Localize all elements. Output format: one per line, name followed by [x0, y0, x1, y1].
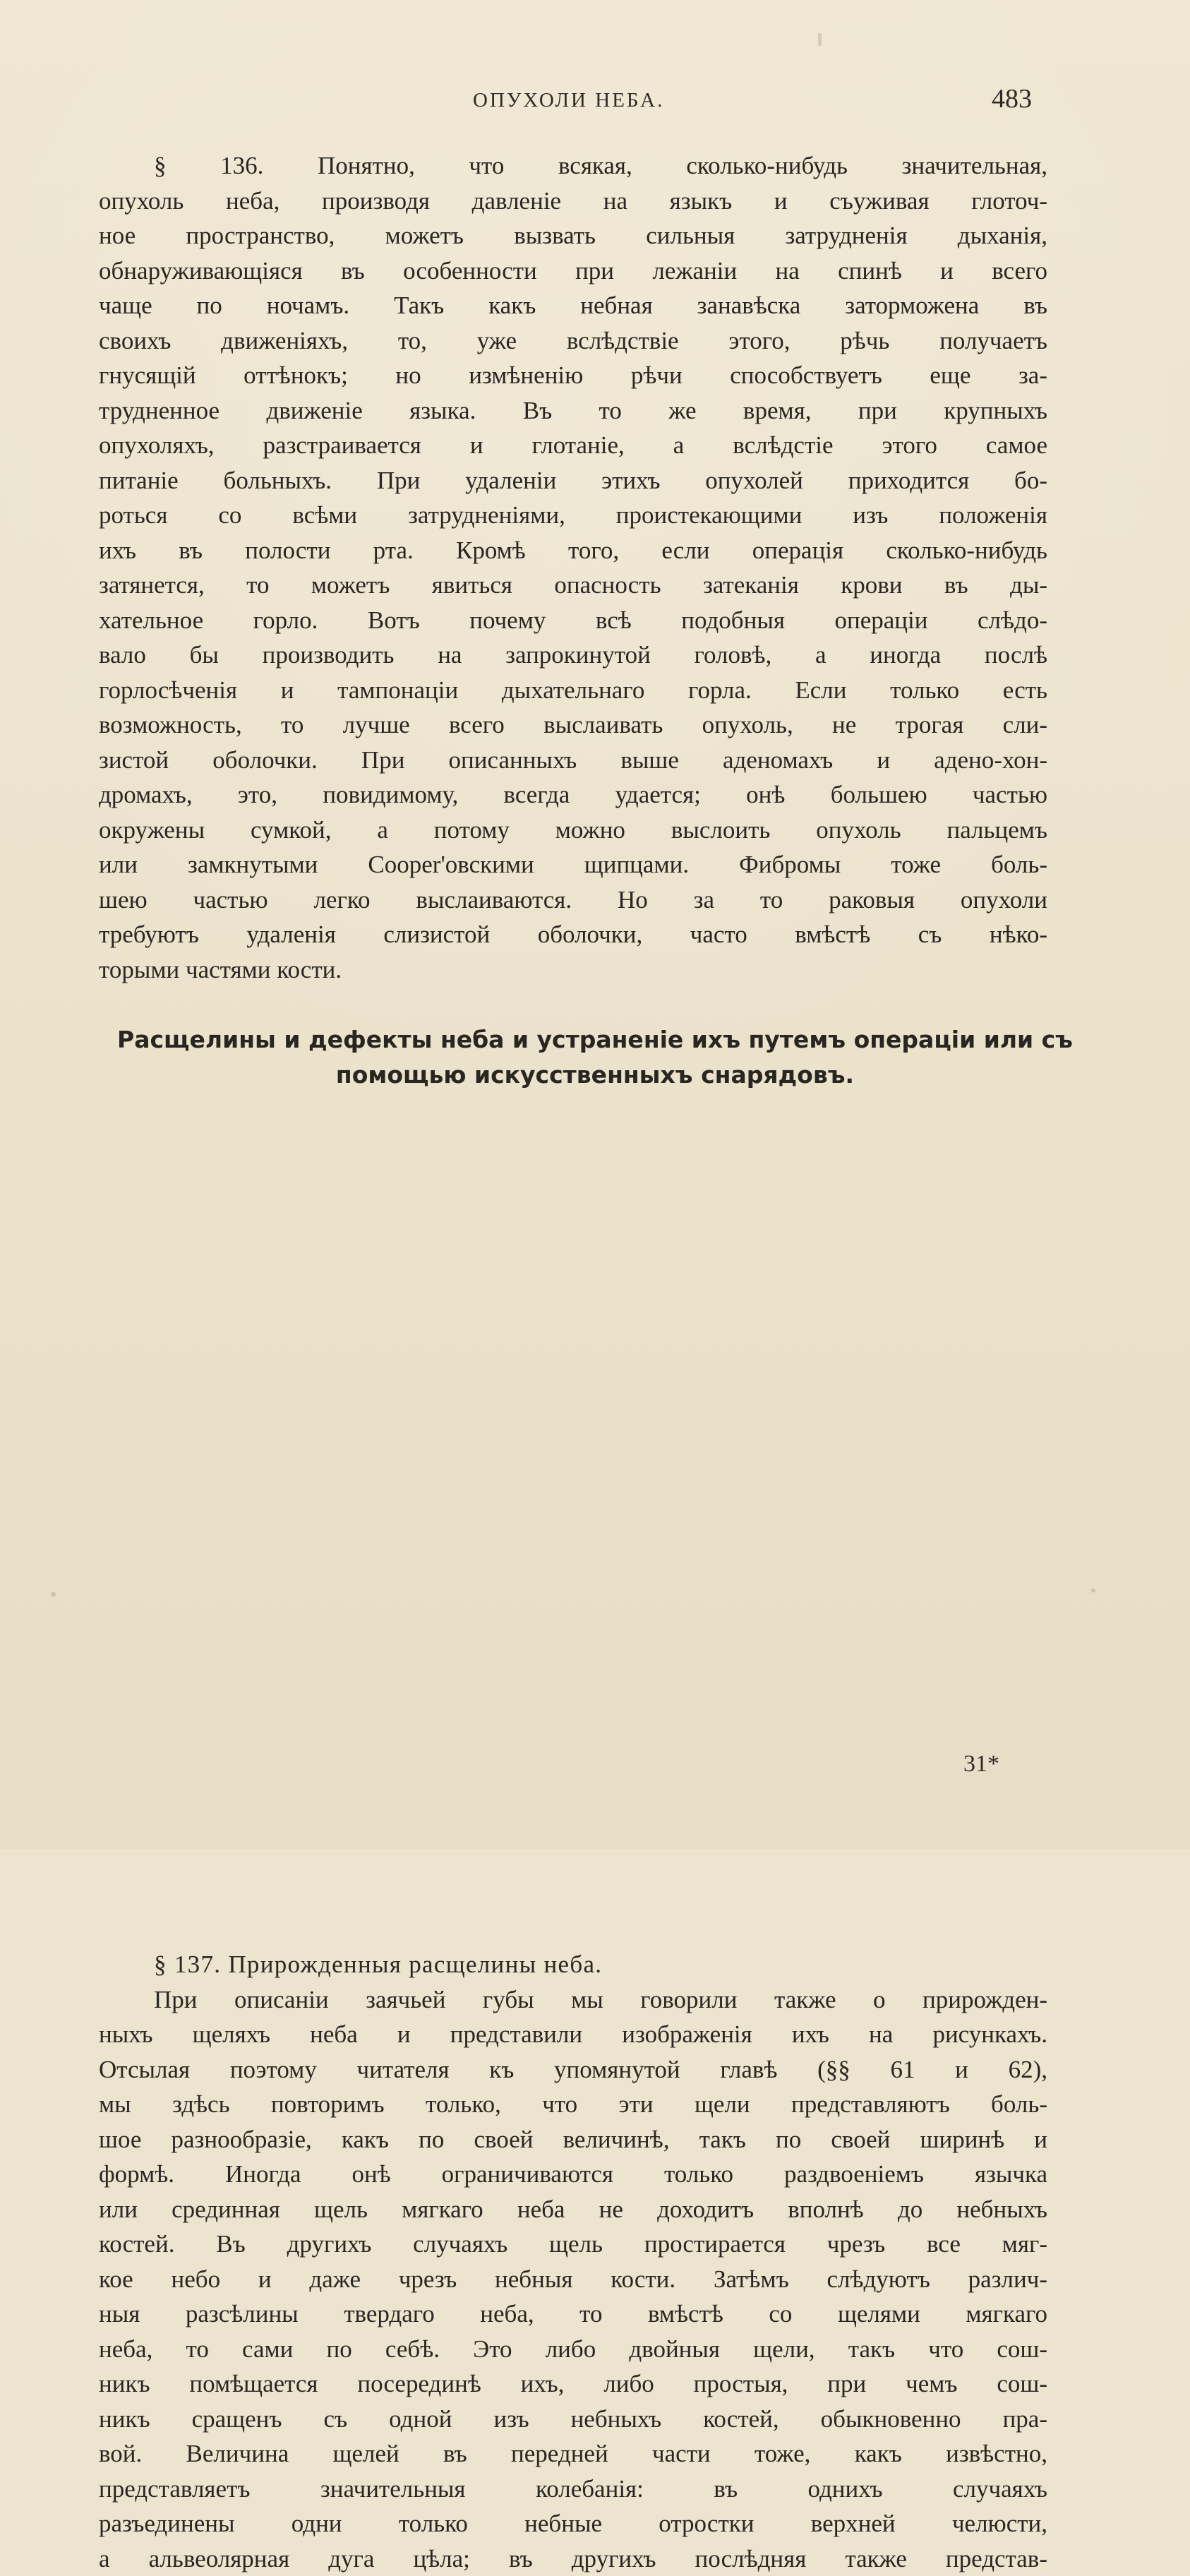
text-line: трудненное движеніе языка. Въ то же время, при крупныхъ [99, 393, 1047, 429]
text-line: представляетъ значительныя колебанія: въ однихъ случаяхъ [99, 2472, 1047, 2507]
text-line: окружены сумкой, а потому можно выслоить опухоль пальцемъ [99, 813, 1047, 848]
text-line: чаще по ночамъ. Такъ какъ небная занавѣска заторможена въ [99, 288, 1047, 323]
text-line: никъ сращенъ съ одной изъ небныхъ костей, обыкновенно пра- [99, 2402, 1047, 2437]
text-line: Отсылая поэтому читателя къ упомянутой главѣ (§§ 61 и 62), [99, 2052, 1047, 2087]
text-line: требуютъ удаленія слизистой оболочки, часто вмѣстѣ съ нѣко- [99, 917, 1047, 952]
paper-speck [1091, 1588, 1095, 1593]
text-line: дромахъ, это, повидимому, всегда удается; онѣ большею частью [99, 777, 1047, 813]
text-line: шею частью легко выслаиваются. Но за то раковыя опухоли [99, 882, 1047, 918]
text-line: разъединены одни только небные отростки верхней челюсти, [99, 2506, 1047, 2541]
text-line: или срединная щель мягкаго неба не доходитъ вполнѣ до небныхъ [99, 2192, 1047, 2227]
section-title: § 137. Прирожденныя расщелины неба. [99, 1947, 1047, 1982]
section-137 [99, 1947, 1047, 2576]
text-line: а альвеолярная дуга цѣла; въ другихъ послѣдняя также представ- [99, 2541, 1047, 2576]
page-header [0, 83, 1190, 119]
text-line: своихъ движеніяхъ, то, уже вслѣдствіе этого, рѣчь получаетъ [99, 323, 1047, 359]
heading-line: помощью искусственныхъ снарядовъ. [90, 1058, 1100, 1093]
text-line: возможность, то лучше всего выслаивать опухоль, не трогая сли- [99, 707, 1047, 743]
text-line: или замкнутыми Cooper'овскими щипцами. Фибромы тоже боль- [99, 847, 1047, 882]
text-line: роться со всѣми затрудненіями, проистекающими изъ положенія [99, 498, 1047, 533]
text-line: формѣ. Иногда онѣ ограничиваются только раздвоеніемъ язычка [99, 2157, 1047, 2192]
text-line: зистой оболочки. При описанныхъ выше аденомахъ и адено-хон- [99, 743, 1047, 778]
text-line: кое небо и даже чрезъ небныя кости. Затѣмъ слѣдуютъ различ- [99, 2262, 1047, 2297]
text-line: опухоляхъ, разстраивается и глотаніе, а вслѣдстіе этого самое [99, 428, 1047, 463]
printer-signature: 31* [963, 1751, 999, 1778]
paper-speck [51, 1592, 56, 1597]
text-line: затянется, то можетъ явиться опасность затеканія крови въ ды- [99, 568, 1047, 603]
text-line: ное пространство, можетъ вызвать сильныя затрудненія дыханія, [99, 218, 1047, 253]
text-line: ныхъ щеляхъ неба и представили изображенія ихъ на рисункахъ. [99, 2017, 1047, 2052]
text-line: вало бы производить на запрокинутой головѣ, а иногда послѣ [99, 637, 1047, 673]
text-line: костей. Въ другихъ случаяхъ щель простирается чрезъ все мяг- [99, 2227, 1047, 2262]
heading-line: Расщелины и дефекты неба и устраненіе ихъ путемъ операціи или съ [90, 1022, 1100, 1058]
text-line: неба, то сами по себѣ. Это либо двойныя щели, такъ что сош- [99, 2332, 1047, 2367]
text-line: шое разнообразіе, какъ по своей величинѣ, такъ по своей ширинѣ и [99, 2122, 1047, 2157]
text-line: питаніе больныхъ. При удаленіи этихъ опухолей приходится бо- [99, 463, 1047, 498]
page-number: 483 [992, 83, 1032, 114]
text-line: ныя разсѣлины твердаго неба, то вмѣстѣ со щелями мягкаго [99, 2296, 1047, 2332]
text-line: мы здѣсь повторимъ только, что эти щели представляютъ боль- [99, 2087, 1047, 2122]
section-heading [90, 1022, 1100, 1093]
text-line: хательное горло. Вотъ почему всѣ подобныя операціи слѣдо- [99, 603, 1047, 638]
section-136 [99, 148, 1047, 987]
running-title: ОПУХОЛИ НЕБА. [473, 89, 664, 112]
text-line: гнусящій оттѣнокъ; но измѣненію рѣчи способствуетъ еще за- [99, 358, 1047, 393]
text-line: обнаруживающіяся въ особенности при лежаніи на спинѣ и всего [99, 253, 1047, 289]
text-line: никъ помѣщается посерединѣ ихъ, либо простыя, при чемъ сош- [99, 2366, 1047, 2402]
text-line: § 136. Понятно, что всякая, сколько-нибудь значительная, [99, 148, 1047, 184]
text-line: торыми частями кости. [99, 952, 1047, 988]
text-line: горлосѣченія и тампонаціи дыхательнаго горла. Если только есть [99, 673, 1047, 708]
paper-speck [818, 33, 822, 46]
text-line: опухоль неба, производя давленіе на языкъ и съуживая глоточ- [99, 184, 1047, 219]
text-line: вой. Величина щелей въ передней части тоже, какъ извѣстно, [99, 2436, 1047, 2472]
text-line: При описаніи заячьей губы мы говорили также о прирожден- [99, 1982, 1047, 2018]
text-line: ихъ въ полости рта. Кромѣ того, если операція сколько-нибудь [99, 533, 1047, 568]
